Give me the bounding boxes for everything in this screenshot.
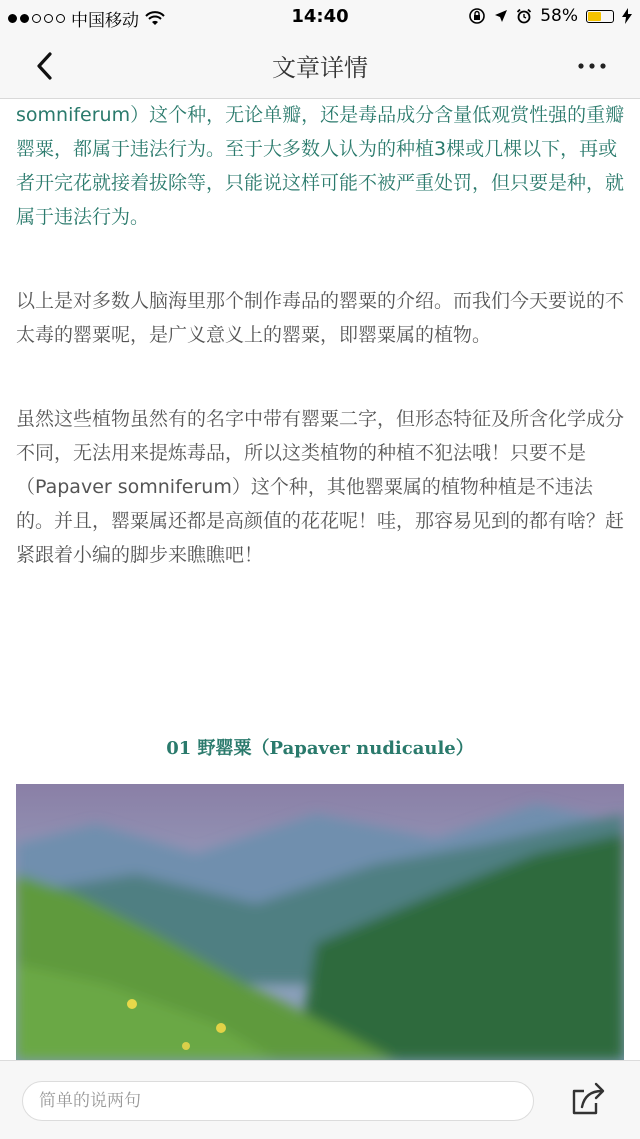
article-paragraph: 以上是对多数人脑海里那个制作毒品的罂粟的介绍。而我们今天要说的不太毒的罂粟呢，是广义意义上的罂粟，即罂粟属的植物。 <box>16 290 625 346</box>
status-time: 14:40 <box>291 6 349 27</box>
navigation-bar <box>0 34 640 99</box>
mountain-landscape-image <box>16 784 624 1060</box>
more-dots-icon <box>572 52 612 80</box>
article-content[interactable] <box>0 98 640 1060</box>
more-options-button[interactable] <box>572 52 612 80</box>
section-heading: 01 野罂粟（Papaver nudicaule） <box>166 738 474 759</box>
comment-input[interactable] <box>22 1081 534 1121</box>
rotation-lock-icon <box>468 7 486 25</box>
battery-level-fill <box>588 12 601 21</box>
status-right <box>468 6 632 26</box>
share-icon <box>566 1079 610 1121</box>
status-bar <box>0 0 640 34</box>
page-title: 文章详情 <box>272 54 368 82</box>
share-button[interactable] <box>566 1079 610 1121</box>
battery-percent: 58% <box>540 6 578 26</box>
article-paragraph: 虽然这些植物虽然有的名字中带有罂粟二字，但形态特征及所含化学成分不同，无法用来提炼毒品，所以这类植物的种植不犯法哦！只要不是（Papaver somniferum）这个种，其他罂粟属的植物种植是不违法的。并且，罂粟属还都是高颜值的花花呢！哇，那容易见到的都有啥？赶紧跟着小编的脚步来瞧瞧吧！ <box>16 408 625 566</box>
location-arrow-icon <box>494 9 508 23</box>
carrier-name: 中国移动 <box>71 11 139 31</box>
bottom-comment-bar <box>0 1060 640 1139</box>
article-photo[interactable] <box>16 784 624 1060</box>
alarm-clock-icon <box>516 8 532 24</box>
article-paragraph-highlight: somniferum）这个种，无论单瓣，还是毒品成分含量低观赏性强的重瓣罂粟，都属于违法行为。至于大多数人认为的种植3棵或几棵以下，再或者开完花就接着拔除等，只能说这样可能不被严重处罚，但只要是种，就属于违法行为。 <box>16 104 625 228</box>
battery-icon <box>586 10 614 23</box>
charging-bolt-icon <box>622 8 632 24</box>
